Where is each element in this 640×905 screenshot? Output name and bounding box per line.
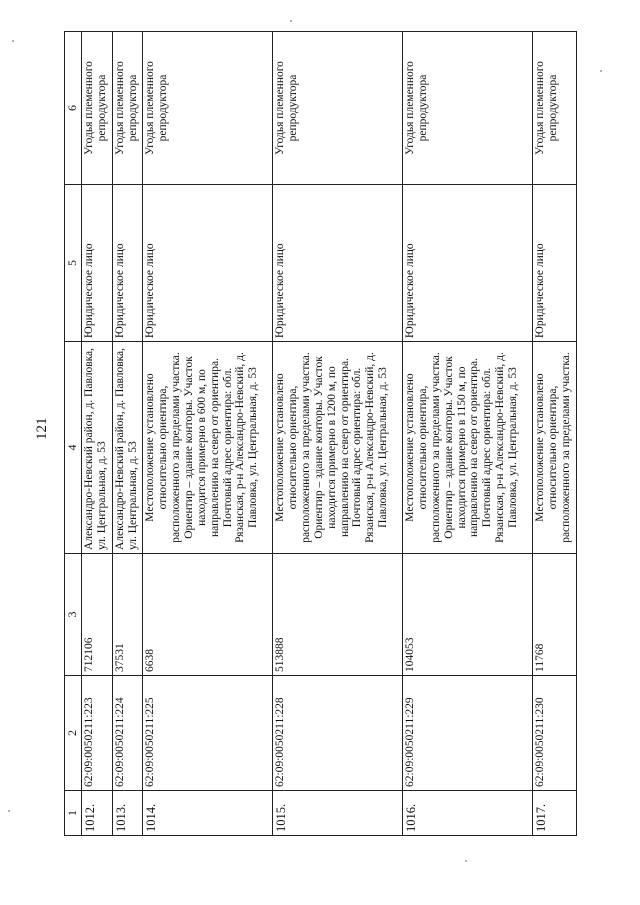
owner-type: Юридическое лицо [533,185,577,342]
scan-speck [12,40,14,42]
table-row [82,32,113,836]
header-cell-6: 6 [65,32,82,185]
table-row [403,32,533,836]
land-purpose: Угодья племенного репродуктора [143,32,273,185]
land-purpose: Угодья племенного репродуктора [533,32,577,185]
land-purpose: Угодья племенного репродуктора [273,32,403,185]
page-number: 121 [34,417,50,440]
cadastral-number: 62:09:0050211:224 [112,676,143,791]
cadastral-number: 62:09:0050211:229 [403,676,533,791]
cadastral-number: 62:09:0050211:225 [143,676,273,791]
location-text: Александро-Невский район, д. Павловка, ул. Центральная, д. 53 [82,342,113,554]
land-purpose: Угодья племенного репродуктора [403,32,533,185]
table-row [273,32,403,836]
row-number: 1013. [112,791,143,836]
scan-speck [465,860,467,862]
header-cell-3: 3 [65,554,82,676]
row-number: 1016. [403,791,533,836]
scan-speck [290,20,292,22]
header-cell-1: 1 [65,791,82,836]
location-text: Александро-Невский район, д. Павловка, ул. Центральная, д. 53 [112,342,143,554]
table-row [533,32,577,836]
row-number: 1015. [273,791,403,836]
table-row [112,32,143,836]
area-value: 712106 [82,554,113,676]
owner-type: Юридическое лицо [112,185,143,342]
cadastral-number: 62:09:0050211:228 [273,676,403,791]
area-value: 37531 [112,554,143,676]
header-cell-5: 5 [65,185,82,342]
table-row [143,32,273,836]
row-number: 1017. [533,791,577,836]
header-cell-2: 2 [65,676,82,791]
cadastral-number: 62:09:0050211:230 [533,676,577,791]
land-purpose: Угодья племенного репродуктора [112,32,143,185]
owner-type: Юридическое лицо [273,185,403,342]
area-value: 104053 [403,554,533,676]
location-text: Местоположение установлено относительно ориентира, расположенного за пределами участка. Ориентир – здание конторы. Участок находится примерно в 1200 м, по направлению на север от ориентира. Почтовый адрес ориентира: обл. Рязанская, р-н Александро-Невский, д. Павловка, ул. Центральная, д. 53 [273,342,403,554]
location-text: Местоположение установлено относительно ориентира, расположенного за пределами участка. [533,342,577,554]
header-row [65,32,82,836]
owner-type: Юридическое лицо [403,185,533,342]
row-number: 1012. [82,791,113,836]
land-registry-table-wrapper [64,32,577,836]
area-value: 513888 [273,554,403,676]
land-purpose: Угодья племенного репродуктора [82,32,113,185]
header-cell-4: 4 [65,342,82,554]
owner-type: Юридическое лицо [143,185,273,342]
land-registry-table [64,31,577,836]
scan-speck [8,810,10,812]
scan-speck [600,70,602,72]
location-text: Местоположение установлено относительно ориентира, расположенного за пределами участка. Ориентир – здание конторы. Участок находится примерно в 600 м, по направлению на север от ориентира. Почтовый адрес ориентира: обл. Рязанская, р-н Александро-Невский, д. Павловка, ул. Центральная, д. 53 [143,342,273,554]
owner-type: Юридическое лицо [82,185,113,342]
cadastral-number: 62:09:0050211:223 [82,676,113,791]
area-value: 11768 [533,554,577,676]
area-value: 6638 [143,554,273,676]
row-number: 1014. [143,791,273,836]
location-text: Местоположение установлено относительно ориентира, расположенного за пределами участка. Ориентир – здание конторы. Участок находится примерно в 1150 м, по направлению на север от ориентира. Почтовый адрес ориентира: обл. Рязанская, р-н Александро-Невский, д. Павловка, ул. Центральная, д. 53 [403,342,533,554]
